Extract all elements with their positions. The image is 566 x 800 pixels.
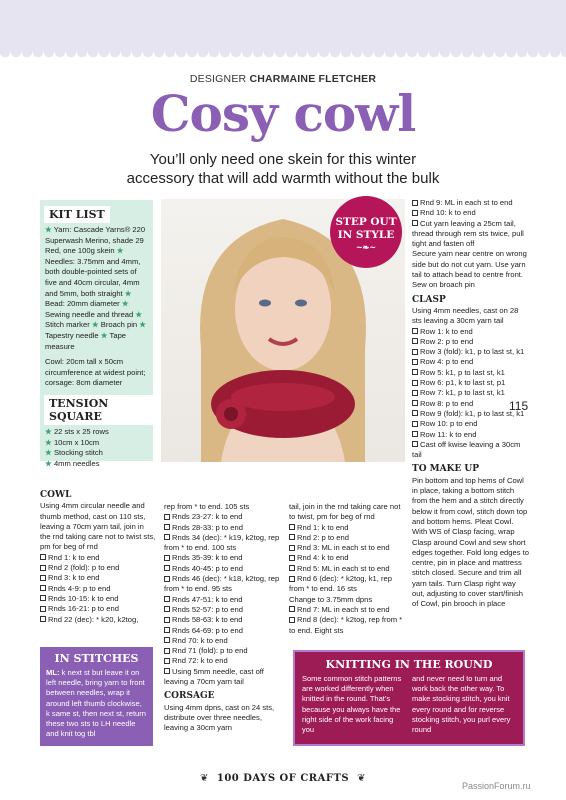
checkbox-icon[interactable] (164, 637, 170, 643)
checkbox-icon[interactable] (40, 575, 46, 581)
checkbox-icon[interactable] (289, 524, 295, 530)
kit-list-box (40, 200, 153, 468)
star-icon: ★ (116, 246, 124, 256)
make-up-text: Pin bottom and top hems of Cowl in place, taking a bottom stitch from the hem and a stitch directly below it from cowl, stitch down top and bottom hems. Pleat Cowl. With WS of Clasp facing, wrap Clasp around Cowl and sew short edges together. Fold long edges to centre, pin in place and mattress stitch closed. Secure and trim all yarn tails. Turn Clasp right way out, adjusting to cover start/finish of Cowl, pin brooch in place (412, 475, 529, 609)
scallop-edge (0, 52, 566, 62)
cowl-row: Rnd 22 (dec): * k20, k2tog, (40, 615, 156, 625)
checkbox-icon[interactable] (412, 431, 418, 437)
page-number: 115 (509, 399, 529, 413)
checkbox-icon[interactable] (412, 359, 418, 365)
star-icon: ★ (135, 309, 143, 319)
tension-items: ★ 22 sts x 25 rows ★ 10cm x 10cm ★ Stocking stitch ★ 4mm needles (45, 426, 109, 468)
top-banner (0, 0, 566, 52)
cowl-heading: COWL (40, 490, 72, 500)
kit-list-items: ★ Yarn: Cascade Yarns® 220 Superwash Merino, shade 29 Red, one 100g skein ★ Needles: 3.75mm and 4mm, both double-pointed sets of five and 40cm circular, 4mm and 5mm, both straight ★ Bead: 20mm diameter ★ Sewing needle and thread ★ Stitch marker ★ Broach pin ★ Tapestry needle ★ Tape measure (45, 225, 147, 351)
page-title: Cosy cowl (150, 84, 416, 143)
checkbox-icon[interactable] (164, 658, 170, 664)
knitting-round-right: and never need to turn and work back the other way. To make stocking stitch, you knit every round and for reverse stocking stitch, you purl every round (412, 674, 511, 735)
footer: ❦ 100 DAYS OF CRAFTS ❦ (200, 773, 366, 784)
checkbox-icon[interactable] (289, 534, 295, 540)
checkbox-icon[interactable] (412, 400, 418, 406)
checkbox-icon[interactable] (412, 410, 418, 416)
corsage-continued: tail, join in the rnd taking care not to twist, pm for beg of rnd Rnd 1: k to end Rnd 2: p to end Rnd 3: ML in each st to end Rnd 4: k to end Rnd 5: ML in each st to end Rnd 6 (dec): * k2tog, k1, rep from * to end. 16 sts Change to 3.75mm dpns Rnd 7: ML in each st to end Rnd 8 (dec): * k2tog, rep from * to end. Eight sts (289, 502, 403, 635)
checkbox-icon[interactable] (164, 648, 170, 654)
flourish-icon: ❦ (200, 773, 209, 784)
cowl-row: Rnd 1: k to end (40, 553, 156, 563)
checkbox-icon[interactable] (412, 349, 418, 355)
checkbox-icon[interactable] (289, 617, 295, 623)
checkbox-icon[interactable] (289, 555, 295, 561)
checkbox-icon[interactable] (412, 441, 418, 447)
size-note: Cowl: 20cm tall x 50cm circumference at widest point; corsage: 8cm diameter (45, 357, 146, 388)
cowl-row: Rnds 4-9: p to end (40, 584, 156, 594)
checkbox-icon[interactable] (40, 585, 46, 591)
corsage-text: Using 4mm dpns, cast on 24 sts, distribute over three needles, leaving a 30cm yarn (164, 702, 275, 733)
checkbox-icon[interactable] (164, 606, 170, 612)
star-icon: ★ (91, 320, 99, 330)
checkbox-icon[interactable] (289, 565, 295, 571)
cowl-row: Rnds 16-21: p to end (40, 604, 156, 614)
checkbox-icon[interactable] (40, 554, 46, 560)
in-stitches-box: IN STITCHES ML: k next st but leave it on left needle, bring yarn to front between needles, wrap it around left thumb clockwise, k same st, then next st, return these two sts to LH needle and knit tog tbl (40, 647, 153, 746)
star-icon: ★ (124, 288, 132, 298)
checkbox-icon[interactable] (40, 606, 46, 612)
checkbox-icon[interactable] (289, 606, 295, 612)
checkbox-icon[interactable] (412, 220, 418, 226)
knitting-in-the-round-box (293, 650, 525, 746)
checkbox-icon[interactable] (412, 200, 418, 206)
checkbox-icon[interactable] (164, 627, 170, 633)
checkbox-icon[interactable] (40, 595, 46, 601)
cowl-continued: rep from * to end. 105 sts Rnds 23-27: k to end Rnds 28-33: p to end Rnds 34 (dec): * k19, k2tog, rep from * to end. 100 sts Rnds 35-39: k to end Rnds 40-45: p to end Rnds 46 (dec): * k18, k2tog, rep from * to end. 95 sts Rnds 47-51: k to end Rnds 52-57: p to end Rnds 58-63: k to end Rnds 64-69: p to end Rnd 70: k to end Rnd 71 (fold): p to end Rnd 72: k to end Using 5mm needle, cast off leaving a 70cm yarn tail CORSAGE Using 4mm dpns, cast on 24 sts, distribute over three needles, leaving a 30cm yarn (164, 502, 282, 734)
subtitle: You’ll only need one skein for this winter accessory that will add warmth without the bulk (126, 151, 440, 187)
star-icon: ★ (139, 320, 147, 330)
star-icon: ★ (121, 299, 129, 309)
cowl-section (40, 486, 156, 625)
cowl-row: Rnd 3: k to end (40, 573, 156, 583)
designer-credit: DESIGNER CHARMAINE FLETCHER (189, 73, 377, 85)
checkbox-icon[interactable] (40, 565, 46, 571)
flourish-icon: ❦ (357, 773, 366, 784)
checkbox-icon[interactable] (412, 380, 418, 386)
star-icon: ★ (100, 330, 108, 340)
tension-heading: TENSION SQUARE (44, 395, 153, 425)
right-column: Rnd 9: ML in each st to end Rnd 10: k to end Cut yarn leaving a 25cm tail, thread through rem sts twice, pull tight and fasten off Secure yarn near centre on wrong side but do not cut yarn. Use yarn tail to attach bead to centre front. Sew on broach pin CLASP Using 4mm needles, cast on 28 sts leaving a 30cm yarn tail Row 1: k to end Row 2: p to end Row 3 (fold): k1, p to last st, k1 Row 4: p to end Row 5: k1, p to last st, k1 Row 6: p1, k to last st, p1 Row 7: k1, p to last st, k1 Row 8: p to end Row 9 (fold): k1, p to last st, k1 Row 10: p to end Row 11: k to end Cast off kwise leaving a 30cm tail TO MAKE UP Pin bottom and top hems of Cowl in place, taking a bottom stitch from the hem and a stitch directly below it from cowl, stitch down top and bottom hems. Pleat Cowl. With WS of Clasp facing, wrap Clasp around Cowl and sew short edges together. Fold long edges to centre, pin in place and mattress stitch closed. Secure and trim all yarn tails. Turn Clasp right way out, adjusting to cover start/finish of Cowl, pin brooch in place (412, 198, 529, 609)
checkbox-icon[interactable] (164, 534, 170, 540)
knitting-round-left: Some common stitch patterns are worked differently when knitted in the round. That’s because you always have the right side of the work facing you (302, 674, 402, 735)
checkbox-icon[interactable] (164, 524, 170, 530)
make-up-heading: TO MAKE UP (412, 464, 480, 475)
checkbox-icon[interactable] (164, 617, 170, 623)
checkbox-icon[interactable] (164, 668, 170, 674)
checkbox-icon[interactable] (412, 328, 418, 334)
checkbox-icon[interactable] (164, 576, 170, 582)
cowl-row: Rnd 2 (fold): p to end (40, 563, 156, 573)
in-stitches-heading: IN STITCHES (54, 652, 139, 665)
kit-list-heading: KIT LIST (44, 206, 110, 223)
checkbox-icon[interactable] (412, 338, 418, 344)
knitting-round-heading: KNITTING IN THE ROUND (325, 658, 493, 671)
swirl-icon: ~❧~ (355, 242, 377, 252)
checkbox-icon[interactable] (40, 616, 46, 622)
checkbox-icon[interactable] (289, 576, 295, 582)
checkbox-icon[interactable] (164, 555, 170, 561)
checkbox-icon[interactable] (164, 565, 170, 571)
checkbox-icon[interactable] (164, 596, 170, 602)
checkbox-icon[interactable] (164, 514, 170, 520)
checkbox-icon[interactable] (412, 369, 418, 375)
checkbox-icon[interactable] (412, 390, 418, 396)
cowl-intro: Using 4mm circular needle and thumb method, cast on 110 sts, leaving a 70cm yarn tail, join in the rnd taking care not to twist sts, pm for beg of rnd (40, 501, 156, 552)
style-badge: STEP OUT IN STYLE ~❧~ (330, 196, 402, 268)
checkbox-icon[interactable] (412, 421, 418, 427)
checkbox-icon[interactable] (289, 545, 295, 551)
cowl-row: Rnds 10-15: k to end (40, 594, 156, 604)
corsage-heading: CORSAGE (164, 691, 215, 702)
clasp-heading: CLASP (412, 294, 446, 305)
checkbox-icon[interactable] (412, 210, 418, 216)
star-icon: ★ (45, 225, 52, 234)
watermark: PassionForum.ru (462, 781, 531, 791)
